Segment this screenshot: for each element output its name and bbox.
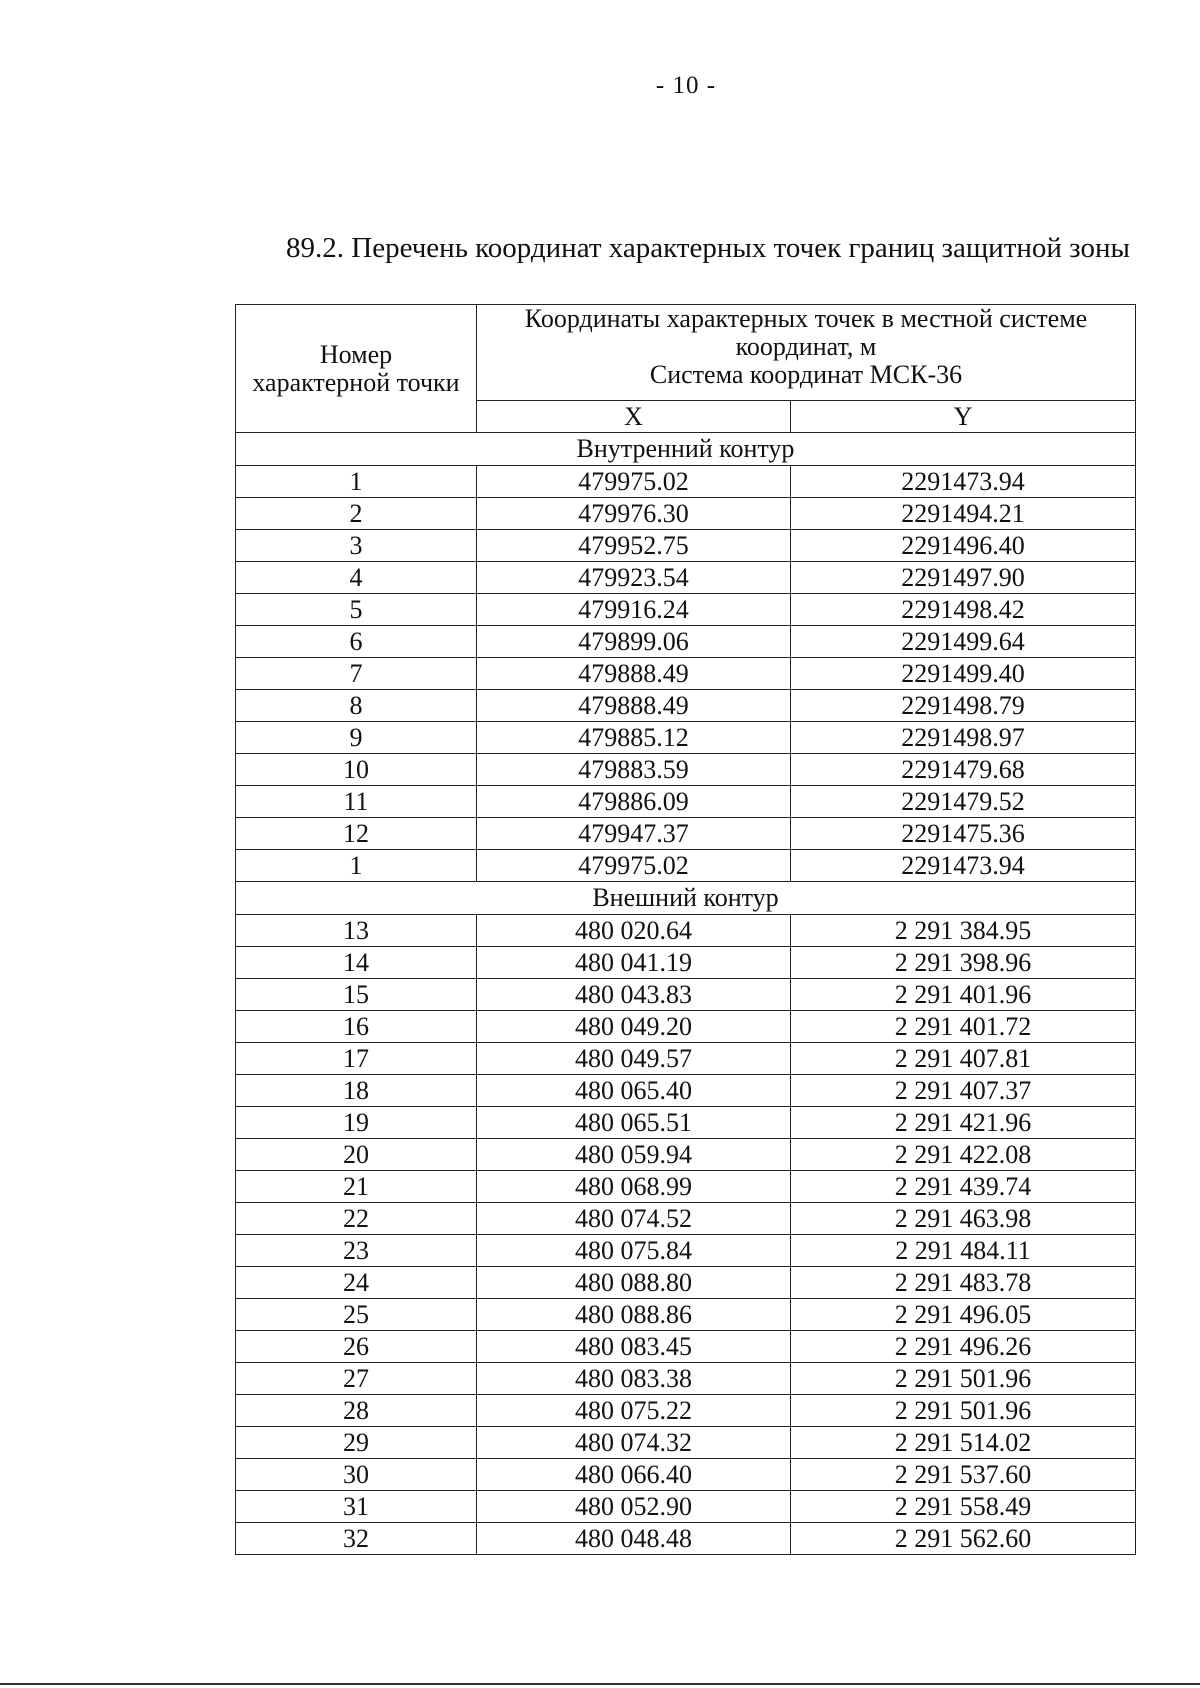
point-number-cell: 24: [236, 1267, 477, 1299]
table-row: [236, 498, 1136, 530]
header-coordinates-line2: координат, м: [735, 332, 877, 361]
point-number-cell: 26: [236, 1331, 477, 1363]
y-coordinate-cell: 2 291 537.60: [791, 1459, 1136, 1491]
section-row: [236, 882, 1136, 915]
point-number-cell: 14: [236, 947, 477, 979]
header-y: Y: [791, 401, 1136, 433]
x-coordinate-cell: 479976.30: [477, 498, 791, 530]
point-number-cell: 30: [236, 1459, 477, 1491]
point-number-cell: 18: [236, 1075, 477, 1107]
x-coordinate-cell: 480 049.20: [477, 1011, 791, 1043]
section-title: Внутренний контур: [236, 433, 1136, 466]
point-number-cell: 17: [236, 1043, 477, 1075]
y-coordinate-cell: 2 291 407.37: [791, 1075, 1136, 1107]
table-row: [236, 1075, 1136, 1107]
table-row: [236, 786, 1136, 818]
point-number-cell: 10: [236, 754, 477, 786]
x-coordinate-cell: 480 049.57: [477, 1043, 791, 1075]
document-title: 89.2. Перечень координат характерных точек границ защитной зоны: [286, 232, 1130, 264]
coordinates-table: [235, 304, 1136, 1555]
point-number-cell: 23: [236, 1235, 477, 1267]
point-number-cell: 22: [236, 1203, 477, 1235]
y-coordinate-cell: 2 291 401.72: [791, 1011, 1136, 1043]
table-row: [236, 947, 1136, 979]
x-coordinate-cell: 479899.06: [477, 626, 791, 658]
y-coordinate-cell: 2 291 501.96: [791, 1395, 1136, 1427]
y-coordinate-cell: 2 291 558.49: [791, 1491, 1136, 1523]
point-number-cell: 16: [236, 1011, 477, 1043]
table-row: [236, 658, 1136, 690]
x-coordinate-cell: 480 059.94: [477, 1139, 791, 1171]
y-coordinate-cell: 2291499.40: [791, 658, 1136, 690]
x-coordinate-cell: 479975.02: [477, 850, 791, 882]
header-point-number-line2: характерной точки: [252, 367, 460, 397]
table-body: [236, 433, 1136, 1555]
table-row: [236, 818, 1136, 850]
point-number-cell: 27: [236, 1363, 477, 1395]
point-number-cell: 9: [236, 722, 477, 754]
y-coordinate-cell: 2 291 496.05: [791, 1299, 1136, 1331]
x-coordinate-cell: 480 066.40: [477, 1459, 791, 1491]
point-number-cell: 11: [236, 786, 477, 818]
table-row: [236, 1363, 1136, 1395]
x-coordinate-cell: 479883.59: [477, 754, 791, 786]
x-coordinate-cell: 480 068.99: [477, 1171, 791, 1203]
y-coordinate-cell: 2 291 514.02: [791, 1427, 1136, 1459]
table-row: [236, 1171, 1136, 1203]
x-coordinate-cell: 480 052.90: [477, 1491, 791, 1523]
table-row: [236, 466, 1136, 498]
point-number-cell: 5: [236, 594, 477, 626]
x-coordinate-cell: 480 074.52: [477, 1203, 791, 1235]
y-coordinate-cell: 2 291 407.81: [791, 1043, 1136, 1075]
point-number-cell: 8: [236, 690, 477, 722]
point-number-cell: 25: [236, 1299, 477, 1331]
point-number-cell: 13: [236, 915, 477, 947]
point-number-cell: 2: [236, 498, 477, 530]
table-row: [236, 1331, 1136, 1363]
y-coordinate-cell: 2291479.68: [791, 754, 1136, 786]
table-row: [236, 754, 1136, 786]
point-number-cell: 32: [236, 1523, 477, 1555]
x-coordinate-cell: 479923.54: [477, 562, 791, 594]
point-number-cell: 6: [236, 626, 477, 658]
y-coordinate-cell: 2 291 398.96: [791, 947, 1136, 979]
table-row: [236, 1107, 1136, 1139]
y-coordinate-cell: 2291499.64: [791, 626, 1136, 658]
y-coordinate-cell: 2 291 501.96: [791, 1363, 1136, 1395]
table-row: [236, 722, 1136, 754]
y-coordinate-cell: 2291475.36: [791, 818, 1136, 850]
point-number-cell: 31: [236, 1491, 477, 1523]
table-row: [236, 1139, 1136, 1171]
y-coordinate-cell: 2291497.90: [791, 562, 1136, 594]
table-row: [236, 850, 1136, 882]
table-row: [236, 1043, 1136, 1075]
point-number-cell: 7: [236, 658, 477, 690]
x-coordinate-cell: 479975.02: [477, 466, 791, 498]
x-coordinate-cell: 480 041.19: [477, 947, 791, 979]
table-row: [236, 626, 1136, 658]
point-number-cell: 1: [236, 466, 477, 498]
x-coordinate-cell: 480 088.86: [477, 1299, 791, 1331]
y-coordinate-cell: 2291498.79: [791, 690, 1136, 722]
y-coordinate-cell: 2 291 496.26: [791, 1331, 1136, 1363]
y-coordinate-cell: 2 291 384.95: [791, 915, 1136, 947]
point-number-cell: 3: [236, 530, 477, 562]
x-coordinate-cell: 480 083.38: [477, 1363, 791, 1395]
x-coordinate-cell: 480 020.64: [477, 915, 791, 947]
x-coordinate-cell: 480 043.83: [477, 979, 791, 1011]
y-coordinate-cell: 2 291 483.78: [791, 1267, 1136, 1299]
header-coordinates-line1: Координаты характерных точек в местной системе: [524, 304, 1088, 333]
table-header: [236, 305, 1136, 433]
table-row: [236, 1299, 1136, 1331]
x-coordinate-cell: 479947.37: [477, 818, 791, 850]
x-coordinate-cell: 479888.49: [477, 690, 791, 722]
y-coordinate-cell: 2 291 484.11: [791, 1235, 1136, 1267]
table-row: [236, 1203, 1136, 1235]
x-coordinate-cell: 479885.12: [477, 722, 791, 754]
table-row: [236, 915, 1136, 947]
y-coordinate-cell: 2291498.42: [791, 594, 1136, 626]
y-coordinate-cell: 2291473.94: [791, 850, 1136, 882]
y-coordinate-cell: 2291498.97: [791, 722, 1136, 754]
point-number-cell: 15: [236, 979, 477, 1011]
table-row: [236, 979, 1136, 1011]
point-number-cell: 20: [236, 1139, 477, 1171]
x-coordinate-cell: 480 048.48: [477, 1523, 791, 1555]
y-coordinate-cell: 2291494.21: [791, 498, 1136, 530]
y-coordinate-cell: 2 291 439.74: [791, 1171, 1136, 1203]
table-row: [236, 1395, 1136, 1427]
header-point-number-line1: Номер: [319, 339, 393, 369]
y-coordinate-cell: 2291479.52: [791, 786, 1136, 818]
point-number-cell: 4: [236, 562, 477, 594]
y-coordinate-cell: 2 291 421.96: [791, 1107, 1136, 1139]
table-row: [236, 1459, 1136, 1491]
y-coordinate-cell: 2 291 401.96: [791, 979, 1136, 1011]
table-row: [236, 690, 1136, 722]
table-row: [236, 1011, 1136, 1043]
x-coordinate-cell: 479916.24: [477, 594, 791, 626]
x-coordinate-cell: 480 075.22: [477, 1395, 791, 1427]
table-row: [236, 1267, 1136, 1299]
section-title: Внешний контур: [236, 882, 1136, 915]
table-row: [236, 530, 1136, 562]
x-coordinate-cell: 480 083.45: [477, 1331, 791, 1363]
table-row: [236, 1523, 1136, 1555]
bottom-divider: [0, 1683, 1200, 1685]
point-number-cell: 21: [236, 1171, 477, 1203]
page-number: - 10 -: [655, 72, 717, 99]
x-coordinate-cell: 480 075.84: [477, 1235, 791, 1267]
point-number-cell: 29: [236, 1427, 477, 1459]
point-number-cell: 19: [236, 1107, 477, 1139]
x-coordinate-cell: 479888.49: [477, 658, 791, 690]
point-number-cell: 28: [236, 1395, 477, 1427]
point-number-cell: 1: [236, 850, 477, 882]
table-row: [236, 562, 1136, 594]
table-row: [236, 1235, 1136, 1267]
header-x: X: [477, 401, 791, 433]
header-point-number: [236, 305, 477, 433]
table-row: [236, 594, 1136, 626]
x-coordinate-cell: 480 065.51: [477, 1107, 791, 1139]
x-coordinate-cell: 480 088.80: [477, 1267, 791, 1299]
y-coordinate-cell: 2291496.40: [791, 530, 1136, 562]
header-coordinates-line3: Система координат МСК-36: [649, 360, 963, 389]
y-coordinate-cell: 2291473.94: [791, 466, 1136, 498]
y-coordinate-cell: 2 291 463.98: [791, 1203, 1136, 1235]
header-coordinates: [477, 305, 1136, 401]
x-coordinate-cell: 479886.09: [477, 786, 791, 818]
x-coordinate-cell: 480 065.40: [477, 1075, 791, 1107]
y-coordinate-cell: 2 291 562.60: [791, 1523, 1136, 1555]
point-number-cell: 12: [236, 818, 477, 850]
y-coordinate-cell: 2 291 422.08: [791, 1139, 1136, 1171]
x-coordinate-cell: 479952.75: [477, 530, 791, 562]
table-row: [236, 1491, 1136, 1523]
table-row: [236, 1427, 1136, 1459]
section-row: [236, 433, 1136, 466]
x-coordinate-cell: 480 074.32: [477, 1427, 791, 1459]
